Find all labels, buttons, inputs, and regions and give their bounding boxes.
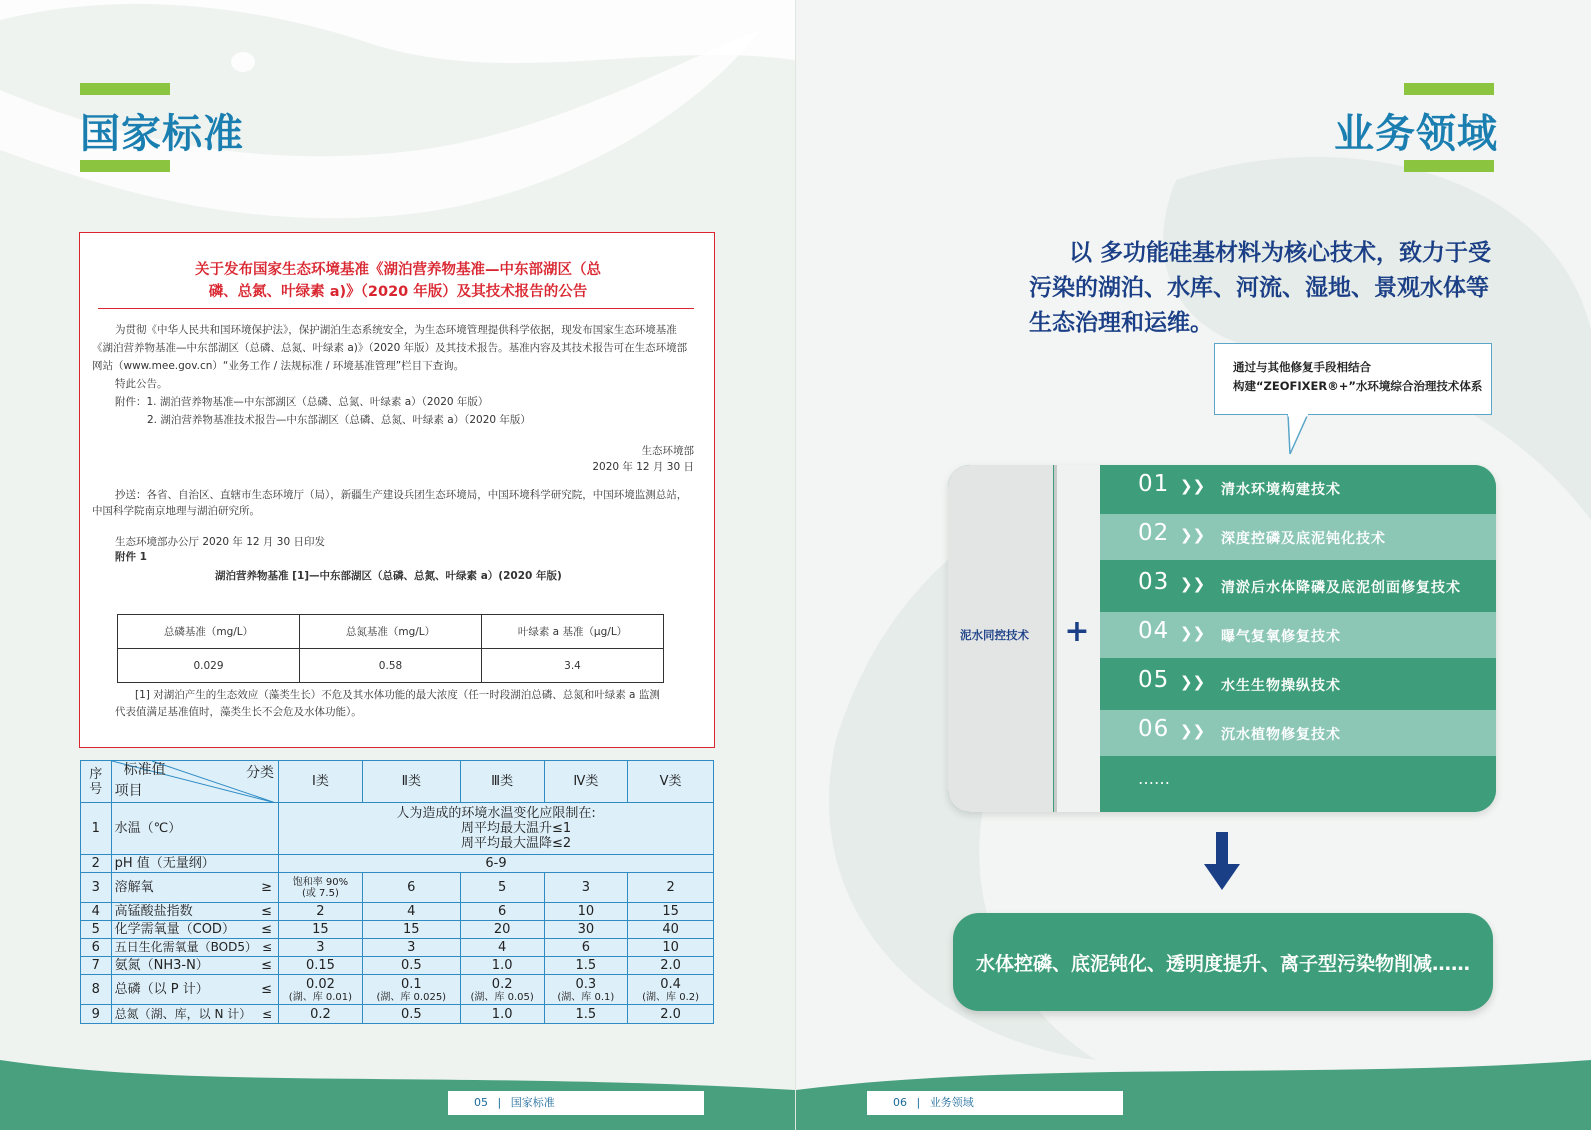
tech-item (1100, 661, 1496, 707)
mission-statement: 以 多功能硅基材料为核心技术，致力于受污染的湖泊、水库、河流、湿地、景观水体等生态治理和运维。 (1029, 240, 1492, 336)
header-category: 分类 (246, 765, 275, 781)
attachment-table-title: 湖泊营养物基准 [1]—中东部湖区（总磷、总氮、叶绿素 a）(2020 年版) (215, 570, 562, 582)
header-class: Ⅰ类 (279, 761, 363, 803)
double-chevron-icon: ❯❯ (1180, 477, 1206, 495)
tech-number: 03 (1138, 569, 1170, 595)
page-footer-right: 06 | 业务领域 (867, 1091, 1123, 1115)
callout-pointer (1284, 414, 1314, 458)
tech-item (1100, 563, 1496, 609)
tech-number: 02 (1138, 520, 1170, 546)
header-class: Ⅴ类 (628, 761, 714, 803)
footer-section-label: 业务领域 (929, 1096, 974, 1109)
footnote: 代表值满足基准值时，藻类生长不会危及水体功能）。 (115, 706, 362, 718)
cc-line: 中国科学院南京地理与湖泊研究所。 (92, 505, 260, 517)
tech-label: 沉水植物修复技术 (1221, 727, 1341, 743)
table-row: 8 总磷（以 P 计） ≤ 0.02 (湖、库 0.01) 0.1 (湖、库 0.025) 0.2 (湖、库 0.05) 0.3 (湖、库 0.1) 0.4 (湖、库 0.2) (81, 975, 714, 1005)
header-diagonal (111, 761, 278, 803)
page-title: 业务领域 (1334, 111, 1498, 157)
tech-item (1100, 612, 1496, 658)
double-chevron-icon: ❯❯ (1180, 624, 1206, 642)
table-row: 2 pH 值（无量纲） 6-9 (81, 855, 714, 873)
tech-label: 清淤后水体降磷及底泥创面修复技术 (1221, 580, 1461, 596)
header-class: Ⅲ类 (460, 761, 544, 803)
double-chevron-icon: ❯❯ (1180, 575, 1206, 593)
tech-label: 水生生物操纵技术 (1221, 678, 1341, 694)
tech-item (1100, 465, 1496, 511)
double-chevron-icon: ❯❯ (1180, 673, 1206, 691)
table-row: 6 五日生化需氧量（BOD5） ≤ 3 3 4 6 10 (81, 939, 714, 957)
header-standard: 标准值 (123, 762, 166, 778)
cc-line: 抄送：各省、自治区、直辖市生态环境厅（局），新疆生产建设兵团生态环境局，中国环境科学研究院，中国环境监测总站， (115, 489, 688, 501)
page-number: 06 (893, 1096, 907, 1109)
header-class: Ⅳ类 (544, 761, 628, 803)
title-bar-bottom (1404, 160, 1494, 172)
header-item: 项目 (114, 783, 143, 799)
core-tech-label: 泥水同控技术 (960, 628, 1029, 642)
callout-box (1214, 343, 1492, 415)
criteria-value: 0.029 (118, 649, 300, 683)
page-number: 05 (474, 1096, 488, 1109)
criteria-value: 0.58 (300, 649, 482, 683)
announcement-paragraph: 网站（www.mee.gov.cn）“业务工作 / 法规标准 / 环境基准管理”栏目下查询。 (92, 360, 465, 372)
header-seq: 序 号 (81, 761, 112, 803)
attachment-line: 附件：1. 湖泊营养物基准—中东部湖区（总磷、总氮、叶绿素 a）（2020 年版） (115, 396, 489, 408)
tech-number: 04 (1138, 618, 1170, 644)
announcement-paragraph: 《湖泊营养物基准—中东部湖区（总磷、总氮、叶绿素 a)》（2020 年版）及其技术报告。基准内容及其技术报告可在生态环境部 (92, 342, 688, 354)
announcement-box (79, 232, 715, 748)
result-text: 水体控磷、底泥钝化、透明度提升、离子型污染物削减…… (975, 953, 1470, 975)
criteria-header: 总氮基准（mg/L） (300, 615, 482, 649)
temperature-note: 人为造成的环境水温变化应限制在: 周平均最大温升≤1 周平均最大温降≤2 (279, 803, 714, 855)
table-row: 7 氨氮（NH3-N） ≤ 0.15 0.5 1.0 1.5 2.0 (81, 957, 714, 975)
announcement-title: 关于发布国家生态环境基准《湖泊营养物基准—中东部湖区（总 磷、总氮、叶绿素 a)》（2020 年版）及其技术报告的公告 (195, 262, 601, 300)
announcement-paragraph: 特此公告。 (115, 378, 168, 390)
double-chevron-icon: ❯❯ (1180, 526, 1206, 544)
criteria-header: 叶绿素 a 基准（μg/L） (482, 615, 664, 649)
tech-item-more (1100, 759, 1496, 812)
tech-number: 05 (1138, 667, 1170, 693)
title-bar-bottom (80, 160, 170, 172)
down-arrow-icon (1204, 832, 1240, 890)
criteria-header: 总磷基准（mg/L） (118, 615, 300, 649)
footer-section-label: 国家标准 (510, 1096, 555, 1109)
double-chevron-icon: ❯❯ (1180, 722, 1206, 740)
table-row: 1 水温（℃） 人为造成的环境水温变化应限制在: 周平均最大温升≤1 周平均最大温降≤2 (81, 803, 714, 855)
attachment-label: 附件 1 (115, 551, 147, 563)
title-bar-top (80, 83, 170, 95)
criteria-value: 3.4 (482, 649, 664, 683)
announcement-paragraph: 为贯彻《中华人民共和国环境保护法》，保护湖泊生态系统安全，为生态环境管理提供科学依据，现发布国家生态环境基准 (115, 324, 677, 336)
tech-item (1100, 710, 1496, 756)
tech-number: 01 (1138, 471, 1170, 497)
footnote: [1] 对湖泊产生的生态效应（藻类生长）不危及其水体功能的最大浓度（任一时段湖泊总磷、总氮和叶绿素 a 监测 (135, 689, 660, 701)
result-banner (953, 913, 1493, 1011)
title-bar-top (1404, 83, 1494, 95)
left-page (0, 0, 795, 1130)
tech-label: 曝气复氧修复技术 (1221, 629, 1341, 645)
tech-number: 06 (1138, 716, 1170, 742)
table-row: 4 高锰酸盐指数 ≤ 2 4 6 10 15 (81, 903, 714, 921)
tech-label: 深度控磷及底泥钝化技术 (1221, 531, 1386, 547)
table-row: 3 溶解氧 ≥ 饱和率 90% (或 7.5) 6 5 3 2 (81, 873, 714, 903)
right-page (796, 0, 1591, 1130)
callout-line: 构建“ZEOFIXER®+”水环境综合治理技术体系 (1233, 379, 1483, 393)
page-footer-left: 05 | 国家标准 (448, 1091, 704, 1115)
criteria-table (117, 614, 664, 683)
water-quality-standard-table (80, 760, 714, 1024)
signature-date: 2020 年 12 月 30 日 (592, 461, 694, 473)
header-class: Ⅱ类 (362, 761, 460, 803)
table-row: 5 化学需氧量（COD） ≤ 15 15 20 30 40 (81, 921, 714, 939)
table-row: 9 总氮（湖、库，以 N 计） ≤ 0.2 0.5 1.0 1.5 2.0 (81, 1005, 714, 1024)
signature-org: 生态环境部 (641, 445, 694, 457)
tech-item (1100, 514, 1496, 560)
tech-label: 清水环境构建技术 (1221, 482, 1341, 498)
print-line: 生态环境部办公厅 2020 年 12 月 30 日印发 (115, 536, 325, 548)
callout-line: 通过与其他修复手段相结合 (1233, 360, 1371, 374)
page-title: 国家标准 (80, 111, 244, 157)
announcement-divider (98, 308, 694, 309)
attachment-line: 2. 湖泊营养物基准技术报告—中东部湖区（总磷、总氮、叶绿素 a）（2020 年版） (147, 414, 531, 426)
plus-icon: + (1064, 614, 1090, 649)
more-ellipsis: …… (1138, 769, 1170, 788)
technology-panel (948, 465, 1496, 812)
